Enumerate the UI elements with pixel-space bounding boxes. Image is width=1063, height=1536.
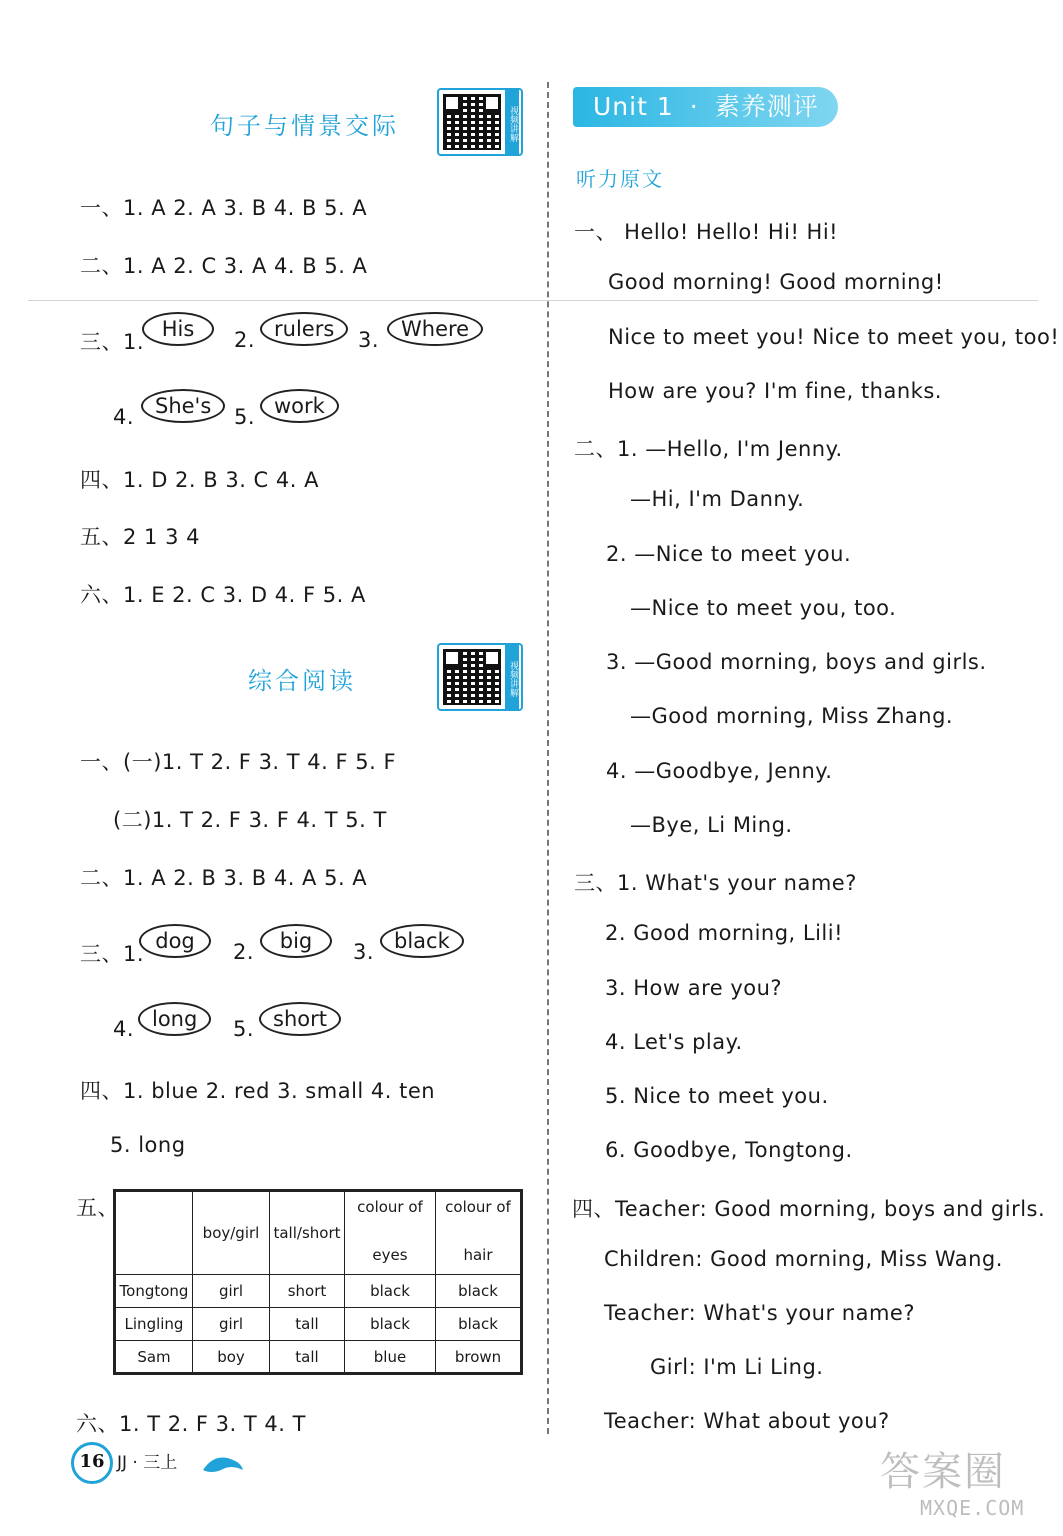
script-line: 一、 Hello! Hello! Hi! Hi! [574, 220, 839, 244]
answer-table [113, 1189, 523, 1375]
script-line: 2. —Nice to meet you. [606, 542, 852, 566]
book-label: JJ · 三上 [117, 1453, 178, 1473]
circled-answer: dog [139, 924, 211, 958]
unit-label: Unit 1 [593, 92, 674, 121]
watermark-text: 答案圈 [880, 1449, 1006, 1495]
table-row [115, 1275, 522, 1308]
page-number: 16 [71, 1442, 113, 1484]
qr-side-label: 视频讲解 [505, 90, 519, 154]
table-header-cell [436, 1191, 522, 1275]
table-row [115, 1308, 522, 1341]
circled-answer: work [260, 389, 339, 423]
table-cell: Lingling [115, 1308, 193, 1341]
table-cell: Sam [115, 1341, 193, 1374]
column-divider [547, 82, 549, 1434]
unit-banner [573, 87, 838, 127]
watermark [880, 1440, 1055, 1530]
table-cell: Tongtong [115, 1275, 193, 1308]
qr-side-label: 视频讲解 [505, 645, 519, 709]
fold-line [28, 300, 1038, 301]
answer-line-prefix: 三、1. [80, 330, 145, 354]
script-line: —Good morning, Miss Zhang. [630, 704, 954, 728]
table-cell: tall [270, 1308, 345, 1341]
script-line: 6. Goodbye, Tongtong. [605, 1138, 853, 1162]
script-line: 二、1. —Hello, I'm Jenny. [574, 437, 843, 461]
unit-title: 素养测评 [714, 92, 819, 121]
answer-line: 一、(一)1. T 2. F 3. T 4. F 5. F [80, 750, 397, 774]
script-line: Good morning! Good morning! [608, 270, 944, 294]
circled-answer: She's [141, 389, 225, 423]
table-header-cell: boy/girl [193, 1191, 270, 1275]
table-row [115, 1341, 522, 1374]
answer-number: 2. [234, 328, 256, 352]
script-line: 4. Let's play. [605, 1030, 743, 1054]
table-cell: black [345, 1275, 436, 1308]
answer-line: 四、1. blue 2. red 3. small 4. ten [80, 1079, 436, 1103]
answer-number: 3. [358, 328, 380, 352]
section-title-reading: 综合阅读 [248, 667, 356, 695]
dolphin-icon [201, 1450, 245, 1476]
circled-answer: short [259, 1002, 341, 1036]
qr-code-icon [443, 649, 501, 705]
qr-code-icon [443, 94, 501, 150]
section-title-sentences: 句子与情景交际 [210, 112, 399, 140]
answer-line: 二、1. A 2. B 3. B 4. A 5. A [80, 866, 368, 890]
script-line: 3. How are you? [605, 976, 783, 1000]
script-line: 4. —Goodbye, Jenny. [606, 759, 833, 783]
script-line: Nice to meet you! Nice to meet you, too! [608, 325, 1060, 349]
script-line: 3. —Good morning, boys and girls. [606, 650, 987, 674]
answer-line: 二、1. A 2. C 3. A 4. B 5. A [80, 254, 368, 278]
table-header-row [115, 1191, 522, 1275]
script-line: How are you? I'm fine, thanks. [608, 379, 942, 403]
script-line: Teacher: What about you? [604, 1409, 890, 1433]
answer-line: 四、1. D 2. B 3. C 4. A [80, 468, 319, 492]
script-line: —Nice to meet you, too. [630, 596, 897, 620]
script-line: —Hi, I'm Danny. [630, 487, 805, 511]
table-cell: girl [193, 1308, 270, 1341]
answer-number: 5. [233, 1017, 255, 1041]
qr-code-2[interactable] [437, 643, 523, 711]
table-header-cell [345, 1191, 436, 1275]
script-line: 四、Teacher: Good morning, boys and girls. [572, 1197, 1046, 1221]
script-line: 5. Nice to meet you. [605, 1084, 829, 1108]
answer-line: 一、1. A 2. A 3. B 4. B 5. A [80, 196, 368, 220]
banner-separator: · [689, 92, 699, 121]
table-cell: tall [270, 1341, 345, 1374]
table-header-line: eyes [372, 1246, 408, 1264]
answer-number: 3. [353, 940, 375, 964]
answer-number: 2. [233, 940, 255, 964]
table-header-line: colour of [357, 1198, 423, 1216]
table-cell: black [345, 1308, 436, 1341]
table-header-cell: tall/short [270, 1191, 345, 1275]
table-cell: girl [193, 1275, 270, 1308]
table-cell: short [270, 1275, 345, 1308]
answer-line: 5. long [110, 1133, 186, 1157]
circled-answer: Where [387, 312, 483, 346]
table-header-cell [115, 1191, 193, 1275]
circled-answer: rulers [260, 312, 348, 346]
script-line: Children: Good morning, Miss Wang. [604, 1247, 1003, 1271]
answer-number: 4. [113, 405, 135, 429]
script-line: 三、1. What's your name? [574, 871, 857, 895]
circled-answer: long [138, 1002, 211, 1036]
table-cell: brown [436, 1341, 522, 1374]
answer-number: 5. [234, 405, 256, 429]
answer-line: 五、2 1 3 4 [80, 525, 200, 549]
answer-line-prefix: 五、 [76, 1196, 119, 1220]
watermark-url: MXQE.COM [920, 1496, 1025, 1520]
qr-code-1[interactable] [437, 88, 523, 156]
answer-line: 六、1. T 2. F 3. T 4. T [76, 1412, 306, 1436]
answer-line-prefix: 三、1. [80, 942, 145, 966]
circled-answer: big [260, 924, 332, 958]
table-cell: black [436, 1308, 522, 1341]
table-header-line: hair [463, 1246, 493, 1264]
page-footer [71, 1440, 251, 1484]
script-line: Girl: I'm Li Ling. [650, 1355, 824, 1379]
table-cell: boy [193, 1341, 270, 1374]
table-header-line: colour of [445, 1198, 511, 1216]
script-line: Teacher: What's your name? [604, 1301, 915, 1325]
answer-line: 六、1. E 2. C 3. D 4. F 5. A [80, 583, 366, 607]
script-line: —Bye, Li Ming. [630, 813, 793, 837]
table-cell: blue [345, 1341, 436, 1374]
circled-answer: His [142, 312, 214, 346]
circled-answer: black [380, 924, 464, 958]
answer-number: 4. [113, 1017, 135, 1041]
answer-line: (二)1. T 2. F 3. F 4. T 5. T [113, 808, 387, 832]
script-line: 2. Good morning, Lili! [605, 921, 844, 945]
listening-script-subtitle: 听力原文 [576, 167, 664, 191]
table-cell: black [436, 1275, 522, 1308]
